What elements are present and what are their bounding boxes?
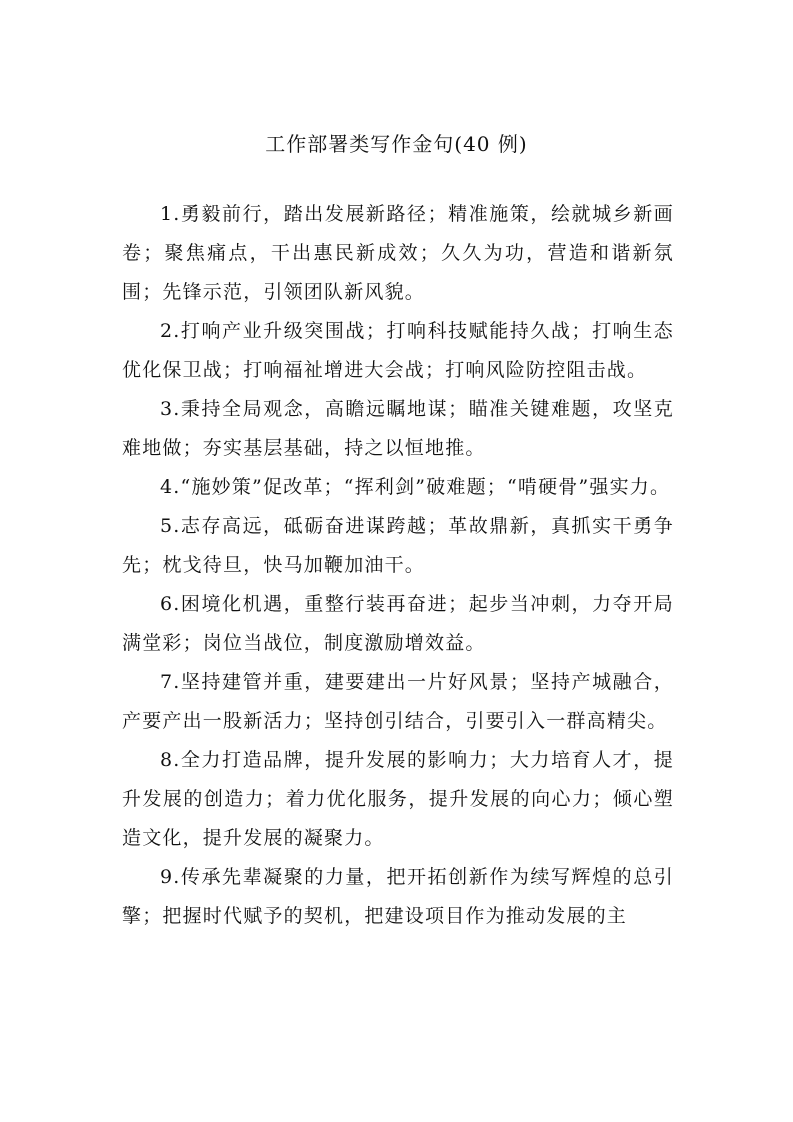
paragraph-8: 8.全力打造品牌，提升发展的影响力；大力培育人才，提升发展的创造力；着力优化服务，提升发展的向心力；倾心塑造文化，提升发展的凝聚力。 <box>122 749 674 849</box>
paragraph-4: 4.“施妙策”促改革；“挥利剑”破难题；“啃硬骨”强实力。 <box>160 476 671 498</box>
document-body <box>122 195 674 936</box>
paragraph-7: 7.坚持建管并重，建要建出一片好风景；坚持产城融合，产要产出一股新活力；坚持创引结合，引要引入一群高精尖。 <box>122 671 674 732</box>
paragraph-5: 5.志存高远，砥砺奋进谋跨越；革故鼎新，真抓实干勇争先；枕戈待旦，快马加鞭加油干。 <box>122 515 674 576</box>
paragraph-2: 2.打响产业升级突围战；打响科技赋能持久战；打响生态优化保卫战；打响福祉增进大会战；打响风险防控阻击战。 <box>122 320 674 381</box>
paragraph-1: 1.勇毅前行，踏出发展新路径；精准施策，绘就城乡新画卷；聚焦痛点，干出惠民新成效；久久为功，营造和谐新氛围；先锋示范，引领团队新风貌。 <box>122 203 674 303</box>
paragraph-3: 3.秉持全局观念，高瞻远瞩地谋；瞄准关键难题，攻坚克难地做；夯实基层基础，持之以恒地推。 <box>122 398 674 459</box>
paragraph-6: 6.困境化机遇，重整行装再奋进；起步当冲刺，力夺开局满堂彩；岗位当战位，制度激励增效益。 <box>122 593 674 654</box>
document-title: 工作部署类写作金句(40 例) <box>265 132 528 156</box>
paragraph-9: 9.传承先辈凝聚的力量，把开拓创新作为续写辉煌的总引擎；把握时代赋予的契机，把建设项目作为推动发展的主 <box>122 866 674 927</box>
